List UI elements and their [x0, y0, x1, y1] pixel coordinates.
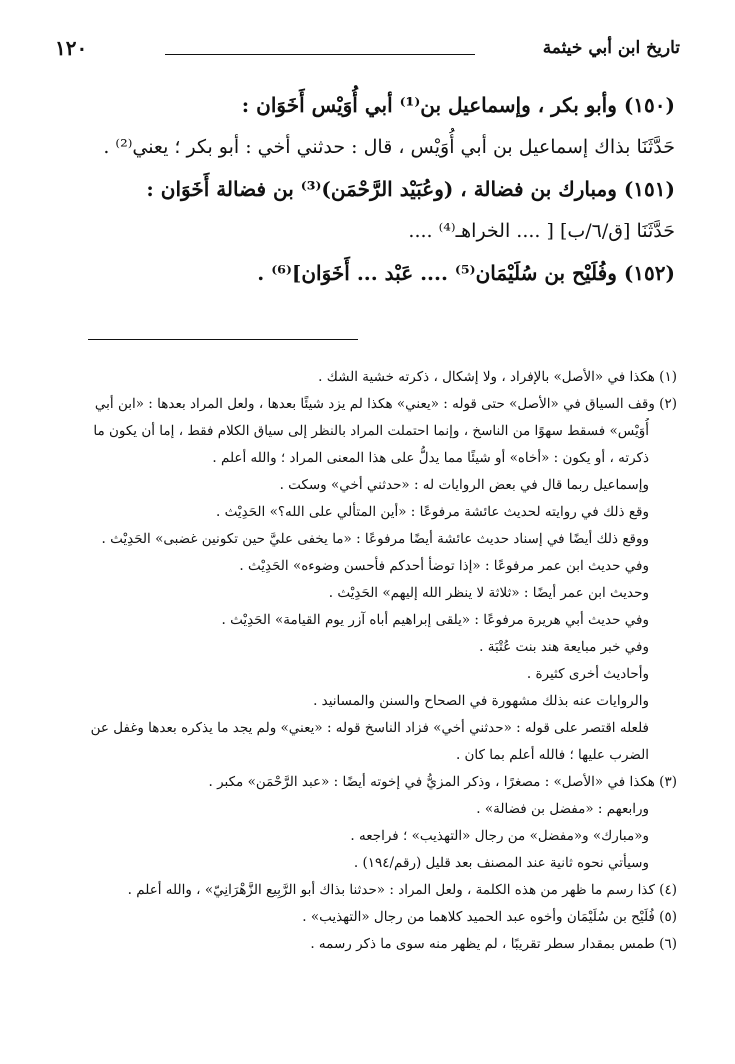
- footnote-4: (٤) كذا رسم ما ظهر من هذه الكلمة ، ولعل المراد : «حدثنا بذاك أبو الرَّبِيع الزَّهْرَانِيّ» ، والله أعلم .: [127, 882, 677, 898]
- footnote-3-line: وسيأتي نحوه ثانية عند المصنف بعد قليل (رقم/١٩٤) .: [353, 855, 649, 871]
- footnote-2-line: وفي حديث أبي هريرة مرفوعًا : «يلقى إبراهيم أباه آزر يوم القيامة» الحَدِيْث .: [221, 612, 649, 628]
- footnote-separator: [88, 339, 358, 340]
- page-number: ١٢٠: [55, 36, 88, 60]
- footnote-1: (١) هكذا في «الأصل» بالإفراد ، ولا إشكال ، ذكرته خشية الشك .: [318, 369, 677, 385]
- entry-150-narration: حَدَّثَنَا بذاك إسماعيل بن أبي أُوَيْس ، قال : حدثني أخي : أبو بكر ؛ يعني⁽²⁾ .: [103, 136, 675, 158]
- main-text: [60, 84, 675, 294]
- entry-150-heading: (١٥٠) وأبو بكر ، وإسماعيل بن⁽¹⁾ أبي أُوَيْس أَخَوَان :: [241, 93, 675, 117]
- page-header: [55, 28, 680, 68]
- footnote-2-line: وفي خبر مبايعة هند بنت عُتْبَة .: [479, 639, 649, 655]
- footnote-2: (٢) وقف السياق في «الأصل» حتى قوله : «يعني» هكذا لم يزد شيئًا بعدها ، ولعل المراد بعدها : «ابن أبي: [94, 396, 677, 412]
- footnotes: [45, 364, 677, 958]
- footnote-6: (٦) طمس بمقدار سطر تقريبًا ، لم يظهر منه سوى ما ذكر رسمه .: [310, 936, 677, 952]
- footnote-2-line: وإسماعيل ربما قال في بعض الروايات له : «حدثني أخي» وسكت .: [279, 477, 649, 493]
- header-rule: [165, 54, 475, 55]
- running-title: تاريخ ابن أبي خيثمة: [542, 38, 680, 58]
- footnote-2-line: وحديث ابن عمر أيضًا : «ثلاثة لا ينظر الله إليهم» الحَدِيْث .: [328, 585, 649, 601]
- entry-151-narration: حَدَّثَنَا [ق/٦/ب] [ .... الخراهـ⁽⁴⁾ ....: [408, 220, 675, 242]
- footnote-2-line: ذكرته ، أو يكون : «أخاه» أو شيئًا مما يدلُّ على هذا المعنى المراد ؛ والله أعلم .: [212, 450, 649, 466]
- footnote-2-line: الضرب عليها ؛ فالله أعلم بما كان .: [455, 747, 649, 763]
- footnote-2-line: ووقع ذلك أيضًا في إسناد حديث عائشة أيضًا مرفوعًا : «ما يخفى عليَّ حين تكونين غضبى» الحَدِيْث .: [101, 531, 649, 547]
- footnote-2-line: وفي حديث ابن عمر مرفوعًا : «إذا توضأ أحدكم فأحسن وضوءه» الحَدِيْث .: [239, 558, 649, 574]
- footnote-3-line: و«مبارك» و«مفضل» من رجال «التهذيب» ؛ فراجعه .: [350, 828, 649, 844]
- footnote-2-line: والروايات عنه بذلك مشهورة في الصحاح والسنن والمسانيد .: [313, 693, 649, 709]
- footnote-3-line: ورابعهم : «مفضل بن فضالة» .: [476, 801, 649, 817]
- footnote-2-line: أُوَيْس» فسقط سهوًا من الناسخ ، وإنما احتملت المراد بالنظر إلى سياق الكلام فقط ، إما أن يكون ما: [93, 423, 649, 439]
- footnote-2-line: فلعله اقتصر على قوله : «حدثني أخي» فزاد الناسخ قوله : «يعني» ولم يجد ما يذكره بعدها وغفل عن: [90, 720, 649, 736]
- footnote-3: (٣) هكذا في «الأصل» : مصغرًا ، وذكر المزيُّ في إخوته أيضًا : «عبد الرَّحْمَن» مكبر .: [208, 774, 677, 790]
- footnote-2-line: وأحاديث أخرى كثيرة .: [526, 666, 649, 682]
- entry-151-heading: (١٥١) ومبارك بن فضالة ، (وعُبَيْد الرَّحْمَن)⁽³⁾ بن فضالة أَخَوَان :: [146, 177, 675, 201]
- footnote-2-line: وقع ذلك في روايته لحديث عائشة مرفوعًا : «أين المتألي على الله؟» الحَدِيْث .: [216, 504, 649, 520]
- footnote-5: (٥) فُلَيْح بن سُلَيْمَان وأخوه عبد الحميد كلاهما من رجال «التهذيب» .: [302, 909, 677, 925]
- entry-152-heading: (١٥٢) وفُلَيْح بن سُلَيْمَان⁽⁵⁾ .... عَبْد ... أَخَوَان]⁽⁶⁾ .: [257, 261, 675, 285]
